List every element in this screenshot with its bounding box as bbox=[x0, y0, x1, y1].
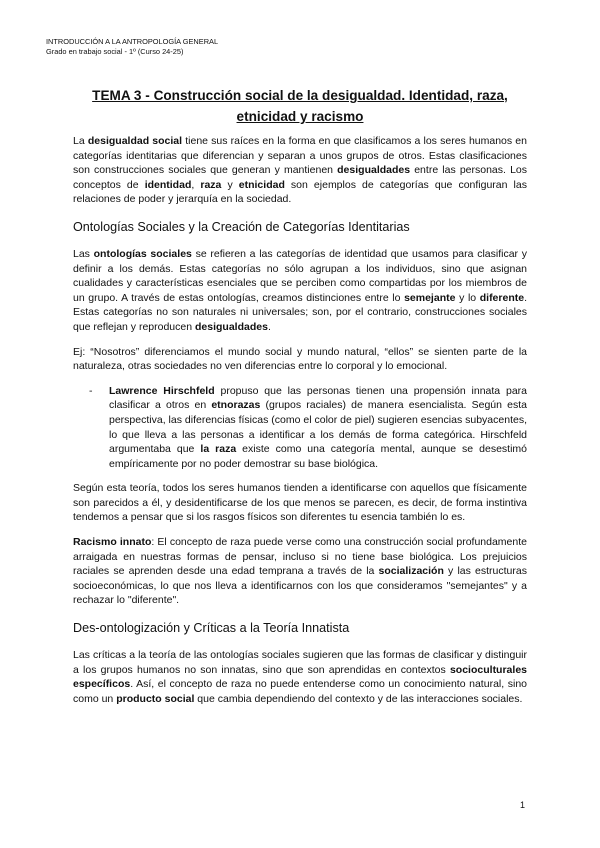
text-run: existe como una categoría mental, aunque se desestimó empíricamente por no poder demostrar su base biológica. bbox=[109, 443, 528, 470]
bold-term: etnorazas bbox=[211, 399, 261, 412]
hirschfeld-bullet bbox=[73, 384, 527, 472]
course-name: INTRODUCCIÓN A LA ANTROPOLOGÍA GENERAL bbox=[46, 37, 219, 46]
bold-term: socialización bbox=[378, 565, 444, 578]
section-heading-desontologizacion: Des-ontologización y Críticas a la Teoría Innatista bbox=[73, 621, 350, 636]
bold-term: Lawrence Hirschfeld bbox=[109, 384, 215, 397]
text-run: Las bbox=[73, 247, 94, 260]
bold-term: producto social bbox=[116, 692, 195, 705]
bold-term: desigualdades bbox=[337, 164, 411, 177]
text-run: Ej: “Nosotros” diferenciamos el mundo social y mundo natural, “ellos” se sienten parte de la naturaleza, otras sociedades no ven diferencias entre lo corporal y lo emocional. bbox=[73, 345, 527, 373]
text-run: propuso que las personas tienen una propensión innata para clasificar a otros en bbox=[109, 384, 528, 412]
text-run: : El concepto de raza puede verse como una construcción social profundamente arraigada en nuestras formas de pensar, incluso si no tiene base biológica. Los prejuicios raciales se aprenden desde una edad temprana a través de la bbox=[73, 536, 527, 578]
text-run: (grupos raciales) de manera esencialista. Según esta perspectiva, las diferencias físicas (como el color de piel) sugieren esencias subyacentes, lo que lleva a las personas a identificar a los demás de forma categórica. Hirschfeld argumentaba que bbox=[109, 399, 527, 456]
text-run: y las estructuras socioeconómicas, lo que nos lleva a identificarnos con los que consideramos "semejantes" y a rechazar lo "diferente". bbox=[73, 565, 527, 607]
title-line-1: TEMA 3 - Construcción social de la desigualdad. Identidad, raza, bbox=[92, 88, 508, 103]
bullet-dash: - bbox=[89, 384, 93, 397]
bullet-text bbox=[109, 385, 527, 470]
text-run: tiene sus raíces en la forma en que clasificamos a los seres humanos en categorías identitarias que diferencian y separan a unos grupos de otros. Estas clasificaciones son construcciones sociales que generan y mantienen bbox=[73, 135, 527, 177]
bold-term: raza bbox=[200, 178, 222, 191]
text-run: entre las personas. Los conceptos de bbox=[73, 164, 527, 191]
bold-term: diferente bbox=[479, 291, 525, 304]
teoria-paragraph bbox=[73, 481, 527, 525]
criticas-paragraph bbox=[73, 648, 527, 706]
text-run: se refieren a las categorías de identidad que usamos para clasificar y definir a los demás. Estas categorías no sólo agrupan a los individuos, sino que asignan cualidades y características esenciales que se perciben como compartidas por los miembros de un grupo. A través de estas ontologías, creamos distinciones entre lo bbox=[73, 247, 527, 304]
text-run: La bbox=[73, 135, 88, 147]
section-heading-ontologias: Ontologías Sociales y la Creación de Categorías Identitarias bbox=[73, 219, 410, 234]
bold-term: desigualdad social bbox=[87, 135, 183, 147]
bold-term: la raza bbox=[200, 443, 237, 456]
bold-term: socioculturales específicos bbox=[73, 663, 527, 691]
title-line-2: etnicidad y racismo bbox=[236, 109, 364, 124]
example-paragraph bbox=[73, 345, 527, 374]
bold-term: ontologías sociales bbox=[93, 247, 192, 260]
bold-term: desigualdades bbox=[195, 320, 268, 333]
racismo-paragraph bbox=[73, 535, 527, 608]
text-run: , bbox=[191, 178, 201, 191]
bold-term: identidad bbox=[144, 178, 192, 191]
text-run: Según esta teoría, todos los seres humanos tienden a identificarse con aquellos que físicamente son parecidos a él, y desidentificarse de los que menos se parecen, es decir, de forma instintiva tendemos a pensar que si los rasgos físicos son diferentes tu esencia también lo es. bbox=[73, 482, 527, 524]
text-run: Las críticas a la teoría de las ontologías sociales sugieren que las formas de clasificar y distinguir a los grupos humanos no son innatas, sino que son aprendidas en contextos bbox=[73, 649, 527, 676]
text-run: y lo bbox=[455, 291, 480, 304]
document-header bbox=[46, 37, 218, 57]
document-body bbox=[73, 134, 527, 706]
page-title bbox=[60, 85, 540, 127]
ontologias-paragraph bbox=[73, 247, 527, 335]
degree-info: Grado en trabajo social - 1º (Curso 24-25) bbox=[46, 47, 184, 56]
text-run: y bbox=[221, 178, 239, 191]
text-run: son ejemplos de categorías que configuran las relaciones de poder y jerarquía en la sociedad. bbox=[73, 178, 527, 206]
text-run: . bbox=[267, 320, 271, 333]
bold-term: etnicidad bbox=[238, 178, 285, 191]
page-number: 1 bbox=[520, 800, 526, 810]
intro-paragraph bbox=[73, 134, 527, 207]
text-run: . Así, el concepto de raza no puede entenderse como un conocimiento natural, sino como un bbox=[73, 678, 527, 705]
text-run: que cambia dependiendo del contexto y de las interacciones sociales. bbox=[194, 692, 523, 705]
text-run: . Estas categorías no son naturales ni universales; son, por el contrario, construcciones sociales que reflejan y reproducen bbox=[73, 291, 527, 333]
bold-term: Racismo innato bbox=[73, 536, 152, 549]
bold-term: semejante bbox=[404, 291, 456, 304]
